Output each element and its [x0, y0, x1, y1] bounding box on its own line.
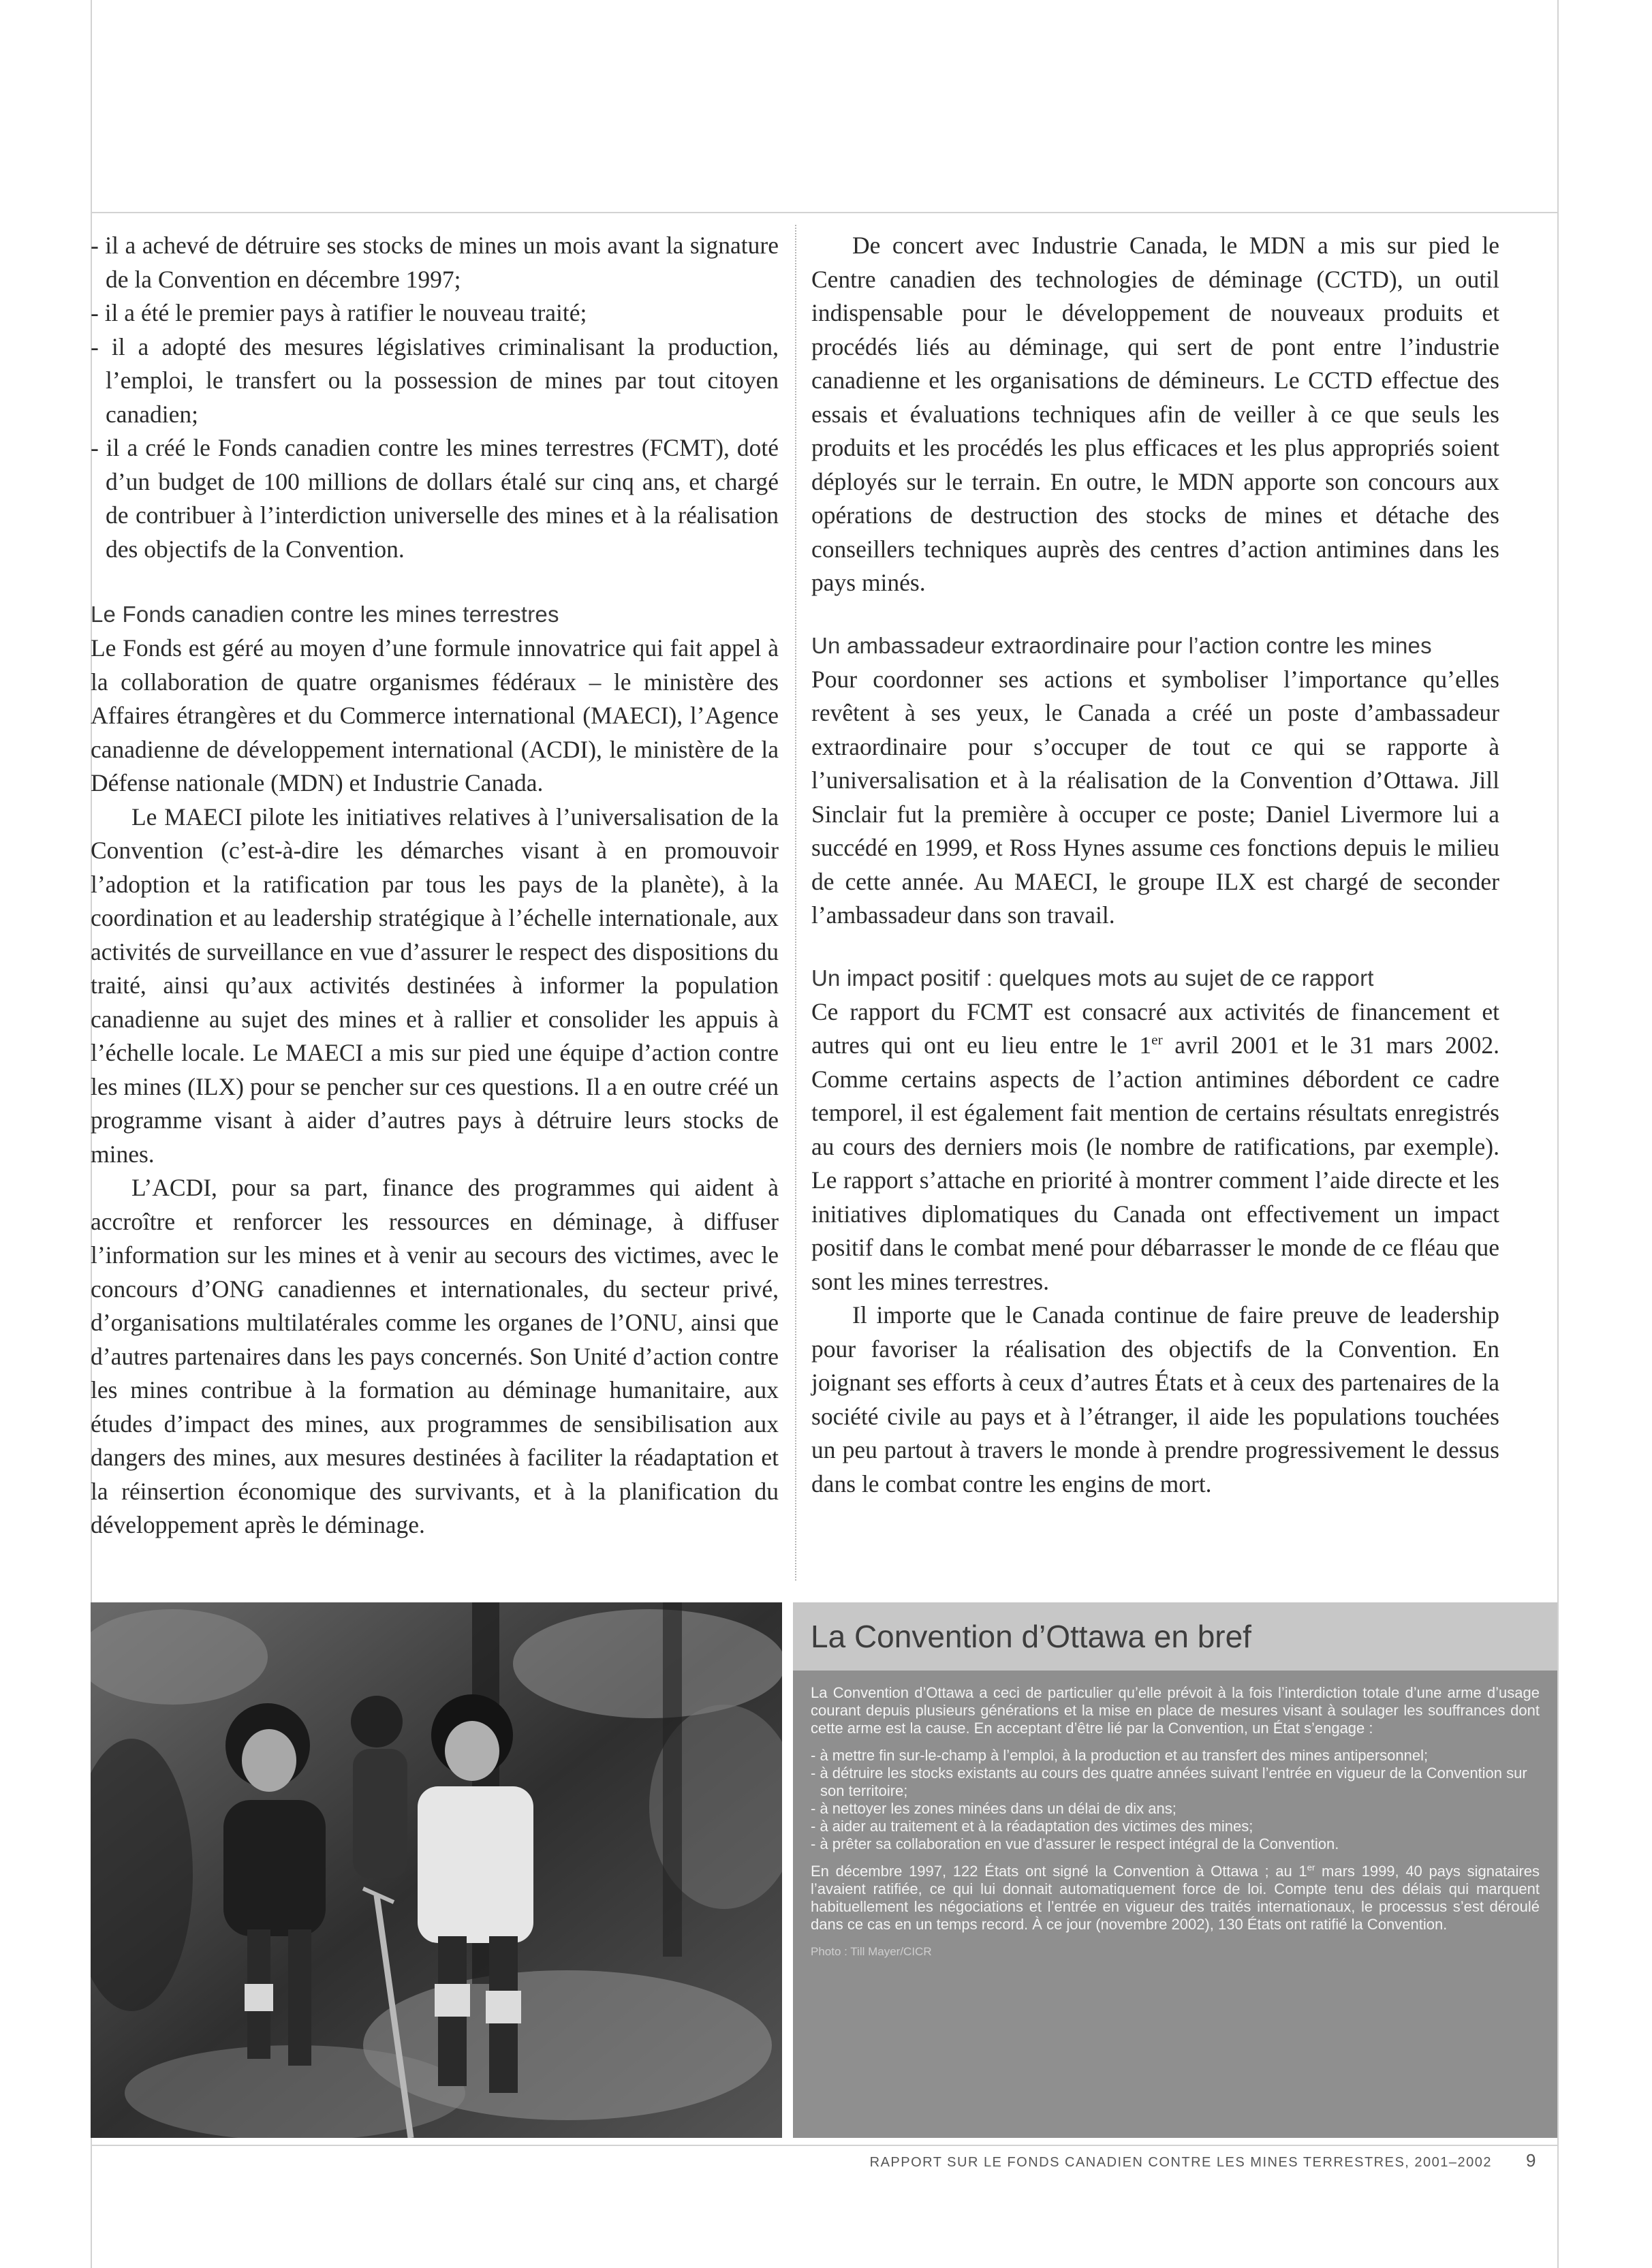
page-footer-rule — [91, 2145, 1559, 2146]
text-run: Ce rapport du FCMT est consacré aux activités de financement et autres qui ont eu lieu entre le 1 — [811, 997, 1499, 1059]
page-frame-top — [91, 212, 1559, 213]
text-run: avril 2001 et le 31 mars 2002. Comme certains aspects de l’action antimines débordent ce cadre temporel, il est également fait mention de certains résultats enregistrés au cours des derniers mois (le nombre de ratifications, par exemple). Le rapport s’attache en priorité à montrer comment l’aide directe et les initiatives diplomatiques du Canada ont effectivement un impact positif dans le combat mené pour débarrasser le monde de ce fléau que sont les mines terrestres. — [811, 1031, 1499, 1295]
list-item: - à aider au traitement et à la réadaptation des victimes des mines; — [811, 1818, 1253, 1835]
page-frame-right — [1557, 0, 1559, 2268]
sidebar-title-band — [793, 1602, 1557, 1671]
left-column — [91, 229, 779, 1542]
paragraph: Le MAECI pilote les initiatives relatives à l’universalisation de la Convention (c’est-à-dire les démarches visant à en promouvoir l’adoption et la ratification par tous les pays de la planète), à la coordination et au leadership stratégique à l’échelle internationale, aux activités de surveillance en vue d’assurer le respect des dispositions du traité, ainsi qu’aux activités destinées à informer la population canadienne au sujet des mines et à rallier et consolider les appuis à l’échelle locale. Le MAECI a mis sur pied une équipe d’action contre les mines (ILX) pour se pencher sur ces questions. Il a en outre créé un programme visant à aider d’autres pays à détruire leurs stocks de mines. — [91, 803, 779, 1168]
text-run: En décembre 1997, 122 États ont signé la Convention à Ottawa ; au 1 — [811, 1863, 1307, 1880]
paragraph: De concert avec Industrie Canada, le MDN a mis sur pied le Centre canadien des technologies de déminage (CCTD), un outil indispensable pour le développement de nouveaux produits et procédés liés au déminage, qui sert de pont entre l’industrie canadienne et les organisations de démineurs. Le CCTD effectue des essais et évaluations techniques afin de veiller à ce que seuls les produits et les procédés les plus efficaces et les plus appropriés soient déployés sur le terrain. En outre, le MDN apporte son concours aux opérations de destruction des stocks de mines et détache des conseillers techniques auprès des centres d’action antimines dans les pays minés. — [811, 232, 1499, 596]
right-column — [811, 229, 1499, 1501]
paragraph: Pour coordonner ses actions et symboliser l’importance qu’elles revêtent à ses yeux, le Canada a créé un poste d’ambassadeur extraordinaire pour s’occuper de tout ce qui se rapporte à l’universalisation et à la réalisation de la Convention d’Ottawa. Jill Sinclair fut la première à occuper ce poste; Daniel Livermore lui a succédé en 1999, et Ross Hynes assume ces fonctions depuis le milieu de cette année. Au MAECI, le groupe ILX est chargé de seconder l’ambassadeur dans son travail. — [811, 665, 1499, 929]
sidebar-intro: La Convention d’Ottawa a ceci de particulier qu’elle prévoit à la fois l’interdiction totale d’une arme d’usage courant depuis plusieurs générations et la mise en place de mesures visant à soulager les souffrances dont cette arme est la cause. En acceptant d’être lié par la Convention, un État s’engage : — [811, 1684, 1540, 1737]
superscript: er — [1307, 1862, 1315, 1873]
list-item: - à mettre fin sur-le-champ à l’emploi, à la production et au transfert des mines antipersonnel; — [811, 1747, 1429, 1764]
section-heading-ambassador: Un ambassadeur extraordinaire pour l’action contre les mines — [811, 632, 1432, 658]
section-heading-fonds: Le Fonds canadien contre les mines terrestres — [91, 602, 559, 627]
sidebar-ottawa-convention — [793, 1602, 1557, 2138]
list-item: - à prêter sa collaboration en vue d’assurer le respect intégral de la Convention. — [811, 1835, 1339, 1852]
column-divider — [795, 225, 796, 1581]
paragraph: Il importe que le Canada continue de faire preuve de leadership pour favoriser la réalisation des objectifs de la Convention. En joignant ses efforts à ceux d’autres États et à ceux des partenaires de la société civile au pays et à l’étranger, il aide les populations touchées un peu partout à travers le monde à prendre progressivement le dessus dans le combat contre les engins de mort. — [811, 1301, 1499, 1497]
section-heading-impact: Un impact positif : quelques mots au sujet de ce rapport — [811, 965, 1374, 991]
page-number: 9 — [1526, 2150, 1536, 2171]
running-footer: RAPPORT SUR LE FONDS CANADIEN CONTRE LES MINES TERRESTRES, 2001–2002 — [869, 2155, 1492, 2170]
paragraph: L’ACDI, pour sa part, finance des programmes qui aident à accroître et renforcer les ressources en déminage, à diffuser l’information sur les mines et à venir au secours des victimes, avec le concours d’ONG canadiennes et internationales, du secteur privé, d’organisations multilatérales comme les organes de l’ONU, ainsi que d’autres partenaires dans les pays concernés. Son Unité d’action contre les mines contribue à la formation au déminage humanitaire, aux études d’impact des mines, aux programmes de sensibilisation aux dangers des mines, aux mesures destinées à faciliter la réadaptation et la réinsertion économique des survivants, et à la planification du développement après le déminage. — [91, 1174, 779, 1538]
list-item: - il a achevé de détruire ses stocks de mines un mois avant la signature de la Convention en décembre 1997; — [91, 232, 779, 293]
photo-illustration — [91, 1602, 782, 2138]
achievement-list — [91, 229, 779, 566]
photo-children-with-prostheses — [91, 1602, 782, 2138]
sidebar-commitments-list — [811, 1747, 1540, 1853]
sidebar-title: La Convention d’Ottawa en bref — [811, 1619, 1251, 1654]
photo-credit: Photo : Till Mayer/CICR — [811, 1945, 932, 1958]
list-item: - il a adopté des mesures législatives criminalisant la production, l’emploi, le transfert ou la possession de mines par tout citoyen canadien; — [91, 332, 779, 428]
sidebar-closing — [811, 1863, 1540, 1933]
superscript: er — [1151, 1031, 1163, 1048]
text-run: mars 1999, 40 pays signataires l’avaient ratifiée, ce qui lui donnait automatiquement force de loi. Compte tenu des délais qui marquent habituellement les négociations et l’entrée en vigueur des traités internationaux, le processus s’est déroulé dans ce cas en un temps record. À ce jour (novembre 2002), 130 États ont ratifié la Convention. — [811, 1863, 1540, 1933]
list-item: - il a créé le Fonds canadien contre les mines terrestres (FCMT), doté d’un budget de 100 millions de dollars étalé sur cinq ans, et chargé de contribuer à l’interdiction universelle des mines et à la réalisation des objectifs de la Convention. — [91, 434, 779, 563]
paragraph: Le Fonds est géré au moyen d’une formule innovatrice qui fait appel à la collaboration de quatre organismes fédéraux – le ministère des Affaires étrangères et du Commerce international (MAECI), l’Agence canadienne de développement international (ACDI), le ministère de la Défense nationale (MDN) et Industrie Canada. — [91, 634, 779, 796]
list-item: - il a été le premier pays à ratifier le nouveau traité; — [91, 299, 587, 326]
list-item: - à nettoyer les zones minées dans un délai de dix ans; — [811, 1800, 1176, 1817]
sidebar-body — [793, 1671, 1557, 1961]
list-item: - à détruire les stocks existants au cours des quatre années suivant l’entrée en vigueur de la Convention sur son territoire; — [811, 1765, 1527, 1799]
paragraph — [811, 995, 1499, 1299]
